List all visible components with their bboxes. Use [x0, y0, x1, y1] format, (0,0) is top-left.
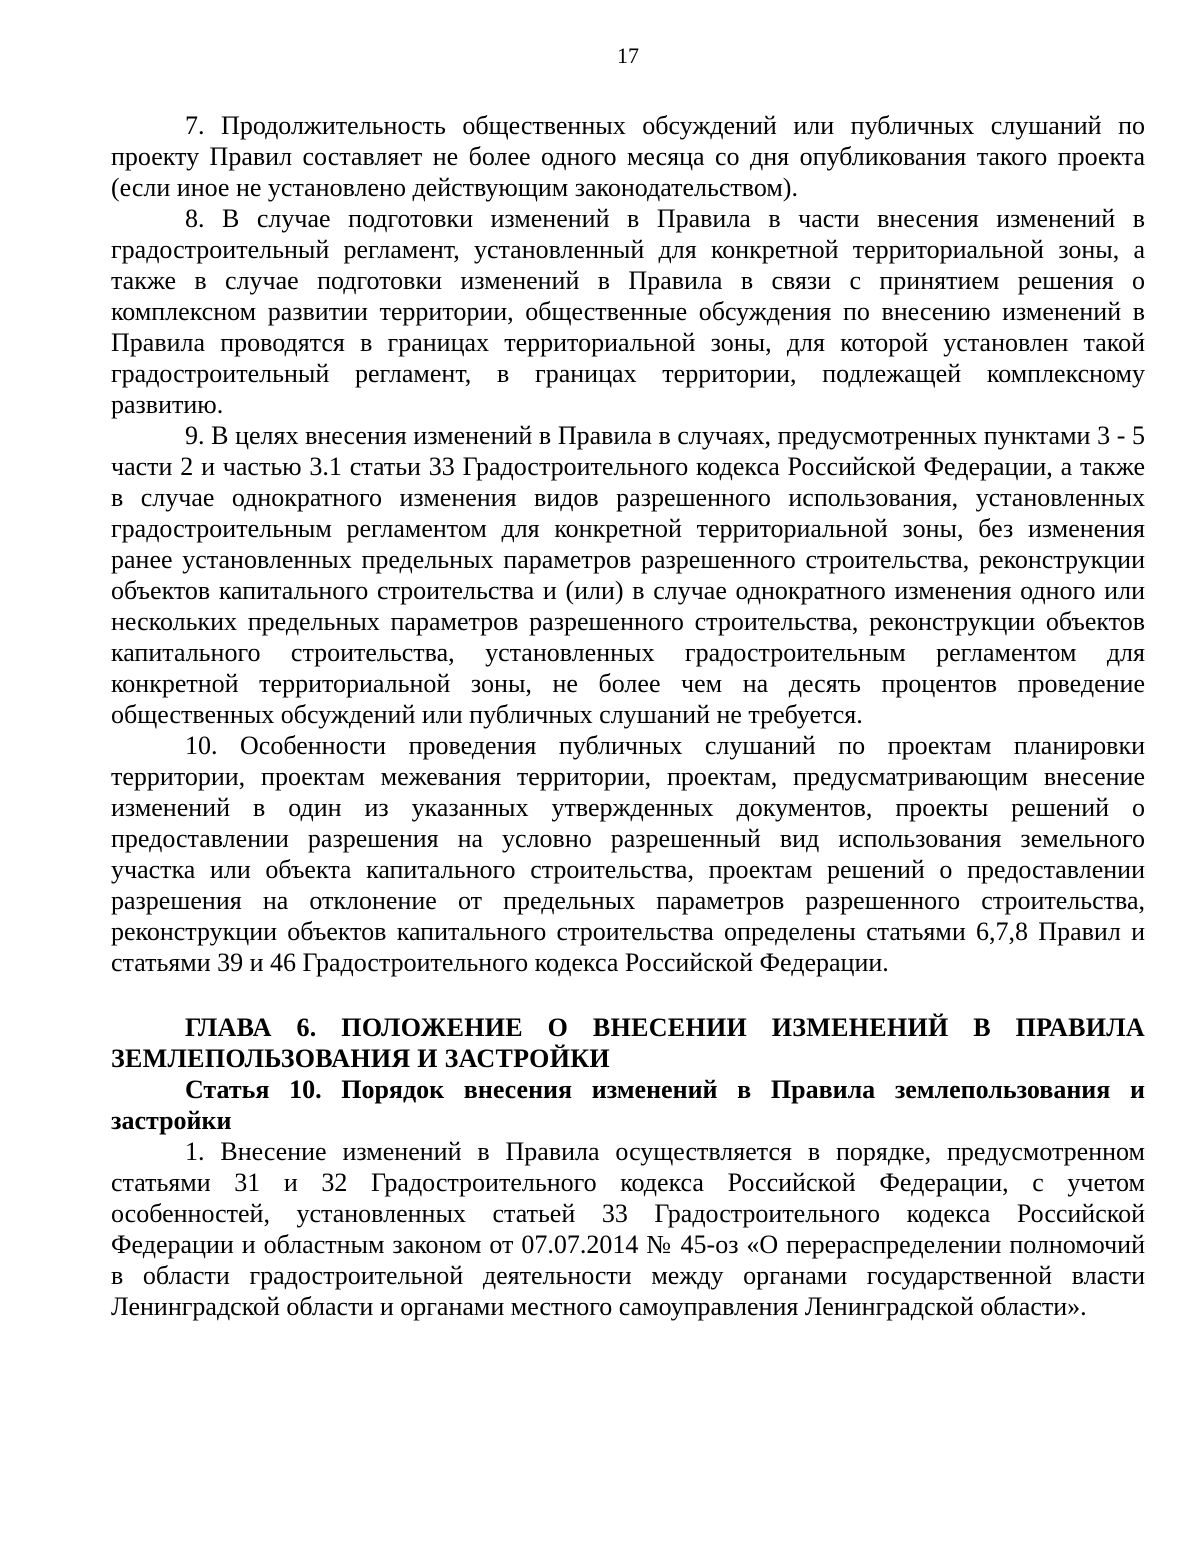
paragraph-8: 8. В случае подготовки изменений в Правила в части внесения изменений в градостроительный регламент, установленный для конкретной территориальной зоны, а также в случае подготовки изменений в Правила в связи с принятием решения о комплексном развитии территории, общественные обсуждения по внесению изменений в Правила проводятся в границах территориальной зоны, для которой установлен такой градостроительный регламент, в границах территории, подлежащей комплексному развитию. — [111, 204, 1145, 419]
article-paragraph-1: 1. Внесение изменений в Правила осуществляется в порядке, предусмотренном статьями 31 и 32 Градостроительного кодекса Российской Федерации, с учетом особенностей, установленных статьей 33 Градостроительного кодекса Российской Федерации и областным законом от 07.07.2014 № 45-оз «О перераспределении полномочий в области градостроительной деятельности между органами государственной власти Ленинградской области и органами местного самоуправления Ленинградской области». — [111, 1137, 1145, 1321]
article-heading: Статья 10. Порядок внесения изменений в Правила землепользования и застройки — [111, 1075, 1145, 1135]
paragraph-9: 9. В целях внесения изменений в Правила в случаях, предусмотренных пунктами 3 - 5 части 2 и частью 3.1 статьи 33 Градостроительного кодекса Российской Федерации, а также в случае однократного изменения видов разрешенного использования, установленных градостроительным регламентом для конкретной территориальной зоны, без изменения ранее установленных предельных параметров разрешенного строительства, реконструкции объектов капитального строительства и (или) в случае однократного изменения одного или нескольких предельных параметров разрешенного строительства, реконструкции объектов капитального строительства, установленных градостроительным регламентом для конкретной территориальной зоны, не более чем на десять процентов проведение общественных обсуждений или публичных слушаний не требуется. — [111, 421, 1145, 729]
paragraph-7: 7. Продолжительность общественных обсуждений или публичных слушаний по проекту Правил составляет не более одного месяца со дня опубликования такого проекта (если иное не установлено действующим законодательством). — [111, 111, 1145, 202]
paragraph-10: 10. Особенности проведения публичных слушаний по проектам планировки территории, проектам межевания территории, проектам, предусматривающим внесение изменений в один из указанных утвержденных документов, проекты решений о предоставлении разрешения на условно разрешенный вид использования земельного участка или объекта капитального строительства, проектам решений о предоставлении разрешения на отклонение от предельных параметров разрешенного строительства, реконструкции объектов капитального строительства определены статьями 6,7,8 Правил и статьями 39 и 46 Градостроительного кодекса Российской Федерации. — [111, 731, 1145, 977]
page-number: 17 — [617, 43, 639, 68]
chapter-heading: ГЛАВА 6. ПОЛОЖЕНИЕ О ВНЕСЕНИИ ИЗМЕНЕНИЙ В ПРАВИЛА ЗЕМЛЕПОЛЬЗОВАНИЯ И ЗАСТРОЙКИ — [111, 1013, 1145, 1073]
document-body — [111, 110, 1145, 1322]
